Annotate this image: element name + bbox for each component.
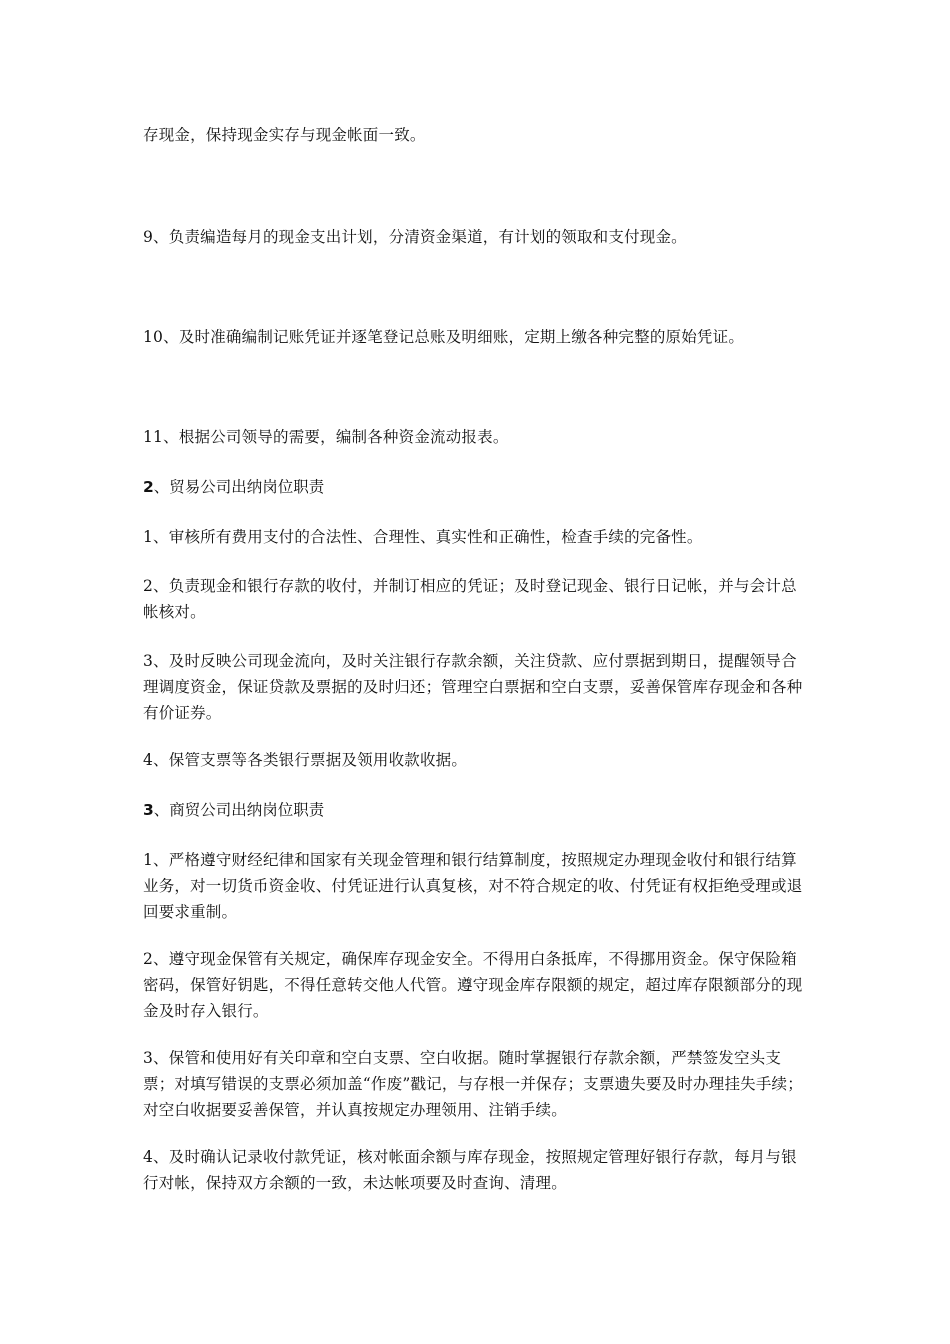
- section3-item-2: 2、遵守现金保管有关规定，确保库存现金安全。不得用白条抵库，不得挪用资金。保守保险箱密码，保管好钥匙，不得任意转交他人代管。遵守现金库存限额的规定，超过库存限额部分的现金及时存入银行。: [143, 950, 803, 1020]
- section2-number: 2: [143, 478, 154, 496]
- section3-item-3: 3、保管和使用好有关印章和空白支票、空白收据。随时掌握银行存款余额，严禁签发空头支票；对填写错误的支票必须加盖“作废”戳记，与存根一并保存；支票遗失要及时办理挂失手续；对空白收据要妥善保管，并认真按规定办理领用、注销手续。: [143, 1049, 803, 1119]
- section2-title: 、贸易公司出纳岗位职责: [153, 478, 325, 496]
- section1-item-10: 10、及时准确编制记账凭证并逐笔登记总账及明细账，定期上缴各种完整的原始凭证。: [143, 328, 745, 346]
- section1-item-9: 9、负责编造每月的现金支出计划，分清资金渠道，有计划的领取和支付现金。: [143, 228, 687, 246]
- section3-heading: [143, 797, 808, 823]
- intro-continuation: 存现金，保持现金实存与现金帐面一致。: [143, 126, 426, 144]
- section2-item-3: 3、及时反映公司现金流向，及时关注银行存款余额，关注贷款、应付票据到期日，提醒领导合理调度资金，保证贷款及票据的及时归还；管理空白票据和空白支票，妥善保管库存现金和各种有价证券。: [143, 652, 803, 722]
- section3-title: 、商贸公司出纳岗位职责: [153, 801, 325, 819]
- section3-item-4: 4、及时确认记录收付款凭证，核对帐面余额与库存现金，按照规定管理好银行存款，每月与银行对帐，保持双方余额的一致，未达帐项要及时查询、清理。: [143, 1148, 797, 1192]
- section2-item-4: 4、保管支票等各类银行票据及领用收款收据。: [143, 751, 468, 769]
- section3-item-1: 1、严格遵守财经纪律和国家有关现金管理和银行结算制度，按照规定办理现金收付和银行结算业务，对一切货币资金收、付凭证进行认真复核，对不符合规定的收、付凭证有权拒绝受理或退回要求重制。: [143, 851, 803, 921]
- section3-number: 3: [143, 801, 154, 819]
- section2-item-2: 2、负责现金和银行存款的收付，并制订相应的凭证；及时登记现金、银行日记帐，并与会计总帐核对。: [143, 577, 797, 621]
- section2-heading: [143, 474, 808, 500]
- section1-item-11: 11、根据公司领导的需要，编制各种资金流动报表。: [143, 428, 509, 446]
- section2-item-1: 1、审核所有费用支付的合法性、合理性、真实性和正确性，检查手续的完备性。: [143, 528, 703, 546]
